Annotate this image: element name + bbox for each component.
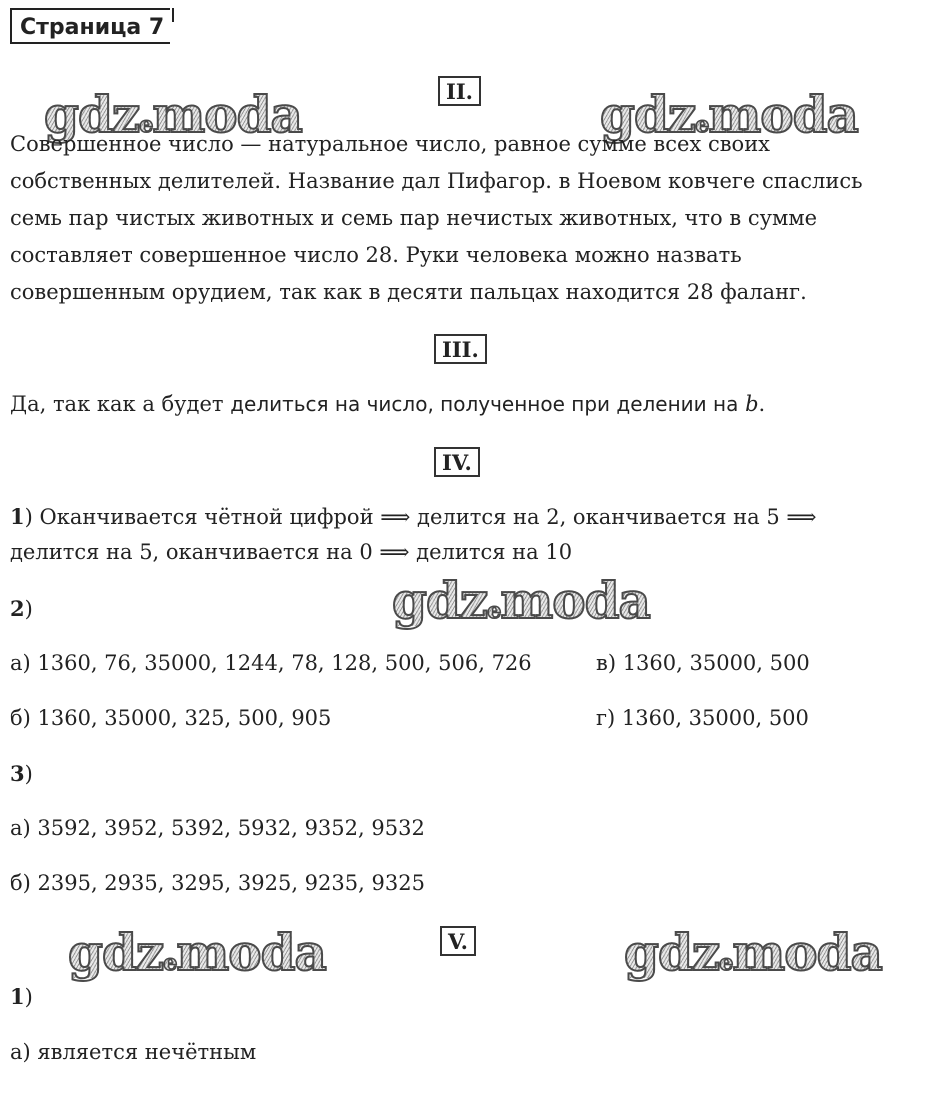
answer-2a: а) 1360, 76, 35000, 1244, 78, 128, 500, 506, 726	[10, 651, 532, 675]
section-2-paragraph	[10, 126, 863, 311]
section-heading-5: V.	[440, 926, 476, 956]
watermark-logo: gdzemoda	[44, 85, 302, 144]
watermark-logo: gdzemoda	[600, 85, 858, 144]
question-1-line-2: делится на 5, оканчивается на 0 ⟹ делится на 10	[10, 540, 573, 564]
answer-2g: г) 1360, 35000, 500	[596, 706, 809, 730]
section-3-answer: Да, так как а будет делиться на число, полученное при делении на b.	[10, 392, 766, 416]
answer-5-1a: а) является нечётным	[10, 1040, 257, 1064]
answer-2b: б) 1360, 35000, 325, 500, 905	[10, 706, 332, 730]
section-heading-3: III.	[434, 334, 487, 364]
text-line: совершенным орудием, так как в десяти пальцах находится 28 фаланг.	[10, 280, 807, 304]
answer-3a: а) 3592, 3952, 5392, 5932, 9352, 9532	[10, 816, 425, 840]
question-3-label: 3)	[10, 761, 33, 786]
page-label: Страница 7	[10, 8, 170, 44]
answer-2v: в) 1360, 35000, 500	[596, 651, 810, 675]
section-heading-4: IV.	[434, 447, 480, 477]
text-line: собственных делителей. Название дал Пифагор. в Ноевом ковчеге спаслись	[10, 169, 863, 193]
watermark-logo: gdzemoda	[68, 923, 326, 982]
text-line: Совершенное число — натуральное число, равное сумме всех своих	[10, 132, 771, 156]
answer-3b: б) 2395, 2935, 3295, 3925, 9235, 9325	[10, 871, 425, 895]
question-1-line-1: 1) Оканчивается чётной цифрой ⟹ делится на 2, оканчивается на 5 ⟹	[10, 504, 817, 529]
question-2-label: 2)	[10, 596, 33, 621]
text-line: составляет совершенное число 28. Руки человека можно назвать	[10, 243, 742, 267]
section-heading-2: II.	[438, 76, 481, 106]
text-line: семь пар чистых животных и семь пар нечистых животных, что в сумме	[10, 206, 818, 230]
watermark-logo: gdzemoda	[392, 571, 650, 630]
question-5-1-label: 1)	[10, 984, 33, 1009]
watermark-logo: gdzemoda	[624, 923, 882, 982]
